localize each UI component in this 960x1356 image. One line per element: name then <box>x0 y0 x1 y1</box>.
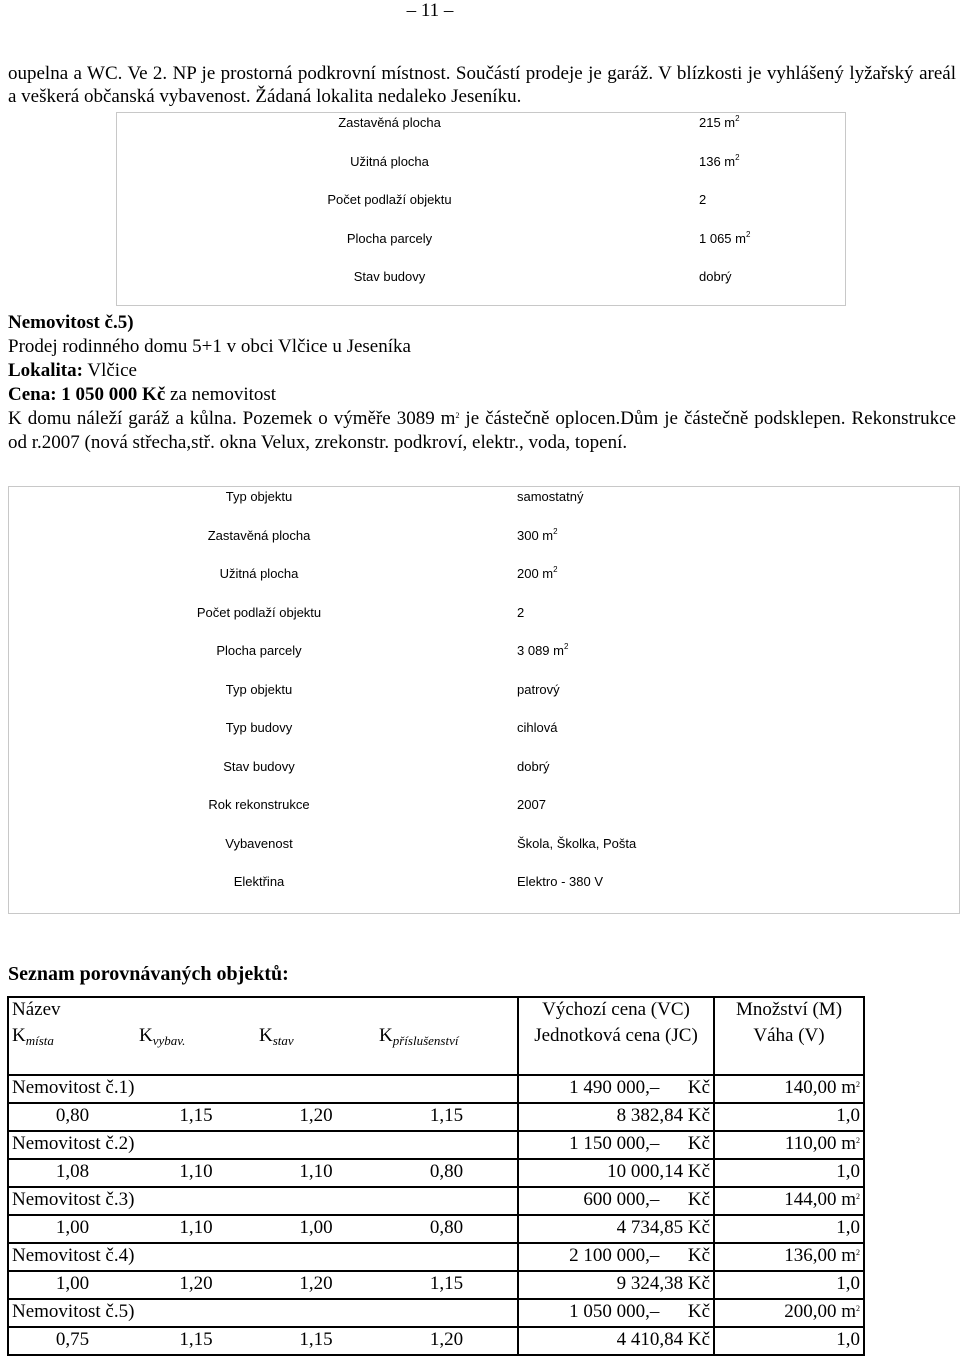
row-k-mista: 1,00 <box>8 1271 136 1299</box>
row-k-stav: 1,00 <box>256 1215 376 1243</box>
row-k-vybav: 1,10 <box>136 1215 256 1243</box>
table-row <box>8 1215 864 1243</box>
box5-row <box>9 489 959 505</box>
box5-value: samostatný <box>517 489 584 504</box>
row-name: Nemovitost č.3) <box>8 1187 518 1215</box>
table-header-row <box>8 1024 864 1075</box>
row-k-mista: 0,80 <box>8 1103 136 1131</box>
box5-row <box>9 836 959 852</box>
row-unit-price: 8 382,84 Kč <box>518 1103 714 1131</box>
box4-row <box>117 192 845 208</box>
row-k-pris: 0,80 <box>376 1215 518 1243</box>
row-k-mista: 0,75 <box>8 1327 136 1355</box>
row-price: 1 050 000,– Kč <box>518 1299 714 1327</box>
box5-value: 2 <box>517 604 525 620</box>
box4-label: Plocha parcely <box>346 230 433 246</box>
box5-label: Vybavenost <box>225 835 293 851</box>
comparison-heading: Seznam porovnávaných objektů: <box>8 963 289 985</box>
row-k-vybav: 1,15 <box>136 1103 256 1131</box>
row-k-pris: 1,20 <box>376 1327 518 1355</box>
comparison-table <box>7 996 865 1356</box>
box4-value: dobrý <box>699 269 732 284</box>
box4-value: 2 <box>699 192 707 207</box>
row-qty: 110,00 $m^2$ <box>714 1131 864 1159</box>
row-k-stav: 1,20 <box>256 1103 376 1131</box>
row-k-pris: 0,80 <box>376 1159 518 1187</box>
property-5-locality: Lokalita: Vlčice <box>8 360 137 381</box>
box5-label: Rok rekonstrukce <box>208 797 310 812</box>
row-k-stav: 1,15 <box>256 1327 376 1355</box>
header-weight: Váha (V) <box>714 1024 864 1075</box>
table-row <box>8 1159 864 1187</box>
table-row <box>8 1243 864 1271</box>
box5-value: 2007 <box>517 797 546 812</box>
box4-row <box>117 231 845 247</box>
box5-row <box>9 566 959 582</box>
row-name: Nemovitost č.2) <box>8 1131 518 1159</box>
page-number: – 11 – <box>406 0 454 21</box>
row-price: 1 150 000,– Kč <box>518 1131 714 1159</box>
table-row <box>8 1271 864 1299</box>
box4-label: Počet podlaží objektu <box>327 192 452 207</box>
header-k-vybav: $K_{vybav.}$ <box>136 1024 256 1075</box>
box4-row <box>117 115 845 131</box>
box5-label: Typ objektu <box>225 489 293 504</box>
box4-label: Zastavěná plocha <box>338 115 441 130</box>
row-weight: 1,0 <box>714 1159 864 1187</box>
header-qty: Množství (M) <box>714 997 864 1024</box>
box5-row <box>9 874 959 890</box>
row-k-pris: 1,15 <box>376 1103 518 1131</box>
box5-value: patrový <box>517 681 560 697</box>
row-k-pris: 1,15 <box>376 1271 518 1299</box>
property-5-info-box <box>8 486 960 914</box>
property-5-title: Prodej rodinného domu 5+1 v obci Vlčice u Jeseníka <box>8 336 411 357</box>
row-name: Nemovitost č.5) <box>8 1299 518 1327</box>
row-unit-price: 4 734,85 Kč <box>518 1215 714 1243</box>
box5-row <box>9 759 959 775</box>
table-row <box>8 1075 864 1103</box>
table-row <box>8 1187 864 1215</box>
box5-value: 300 $m^2$ <box>517 526 558 543</box>
box5-value: Škola, Školka, Pošta <box>517 835 637 851</box>
box5-row <box>9 720 959 736</box>
box4-row <box>117 269 845 285</box>
table-row <box>8 1131 864 1159</box>
row-name: Nemovitost č.4) <box>8 1243 518 1271</box>
row-price: 1 490 000,– Kč <box>518 1075 714 1103</box>
row-qty: 144,00 $m^2$ <box>714 1187 864 1215</box>
table-row <box>8 1327 864 1355</box>
row-unit-price: 4 410,84 Kč <box>518 1327 714 1355</box>
box5-value: Elektro - 380 V <box>517 874 603 889</box>
header-k-stav: $K_{stav}$ <box>256 1024 376 1075</box>
box5-label: Typ objektu <box>225 681 293 697</box>
header-unit-price: Jednotková cena (JC) <box>518 1024 714 1075</box>
row-weight: 1,0 <box>714 1271 864 1299</box>
row-qty: 200,00 $m^2$ <box>714 1299 864 1327</box>
box5-label: Zastavěná plocha <box>207 527 311 543</box>
box5-label: Počet podlaží objektu <box>196 604 322 620</box>
header-price: Výchozí cena (VC) <box>518 997 714 1024</box>
table-row <box>8 1103 864 1131</box>
row-name: Nemovitost č.1) <box>8 1075 518 1103</box>
intro-paragraph: oupelna a WC. Ve 2. NP je prostorná podkrovní místnost. Součástí prodeje je garáž. V blízkosti je vyhlášený lyžařský areál a veškerá občanská vybavenost. Žádaná lokalita nedaleko Jeseníku. <box>8 63 956 107</box>
row-k-vybav: 1,20 <box>136 1271 256 1299</box>
row-weight: 1,0 <box>714 1103 864 1131</box>
box4-value: 136 $m^2$ <box>699 152 740 169</box>
table-row <box>8 1299 864 1327</box>
row-unit-price: 9 324,38 Kč <box>518 1271 714 1299</box>
row-qty: 140,00 $m^2$ <box>714 1075 864 1103</box>
table-header-row <box>8 997 864 1024</box>
row-qty: 136,00 $m^2$ <box>714 1243 864 1271</box>
box5-label: Stav budovy <box>223 758 295 774</box>
box5-row <box>9 797 959 813</box>
box5-value: 200 $m^2$ <box>517 565 558 581</box>
property-5-heading: Nemovitost č.5) <box>8 312 134 333</box>
row-price: 2 100 000,– Kč <box>518 1243 714 1271</box>
box4-value: 215 $m^2$ <box>699 114 740 130</box>
box5-value: 3 089 $m^2$ <box>517 642 569 658</box>
box5-label: Typ budovy <box>225 720 293 735</box>
property-5-description: K domu náleží garáž a kůlna. Pozemek o výměře 3089 $m^2$ je částečně oplocen.Dům je částečně podsklepen. Rekonstrukce od r.2007 (nová střecha,stř. okna Velux, zrekonstr. podkroví, elektr., voda, topení. <box>8 408 956 453</box>
property-4-info-box <box>116 112 846 306</box>
box5-label: Plocha parcely <box>216 643 302 658</box>
box5-row <box>9 605 959 621</box>
row-k-mista: 1,08 <box>8 1159 136 1187</box>
row-k-stav: 1,10 <box>256 1159 376 1187</box>
header-name: Název <box>8 997 518 1024</box>
property-5-price: Cena: 1 050 000 Kč za nemovitost <box>8 384 277 405</box>
header-k-pris: $K_{příslušenství}$ <box>376 1024 518 1075</box>
box5-label: Elektřina <box>233 874 285 889</box>
row-price: 600 000,– Kč <box>518 1187 714 1215</box>
box5-value: dobrý <box>517 758 550 774</box>
row-k-vybav: 1,10 <box>136 1159 256 1187</box>
row-unit-price: 10 000,14 Kč <box>518 1159 714 1187</box>
row-k-stav: 1,20 <box>256 1271 376 1299</box>
row-k-mista: 1,00 <box>8 1215 136 1243</box>
property-5-section <box>8 311 956 455</box>
row-weight: 1,0 <box>714 1327 864 1355</box>
header-k-mista: $K_{místa}$ <box>8 1024 136 1075</box>
row-k-vybav: 1,15 <box>136 1327 256 1355</box>
box4-label: Stav budovy <box>353 269 426 284</box>
box4-label: Užitná plocha <box>350 153 429 169</box>
box4-row <box>117 154 845 170</box>
box5-value: cihlová <box>517 720 558 735</box>
box5-row <box>9 682 959 698</box>
box4-value: 1 065 $m^2$ <box>699 229 751 246</box>
row-weight: 1,0 <box>714 1215 864 1243</box>
box5-label: Užitná plocha <box>219 566 299 581</box>
box5-row <box>9 643 959 659</box>
box5-row <box>9 528 959 544</box>
